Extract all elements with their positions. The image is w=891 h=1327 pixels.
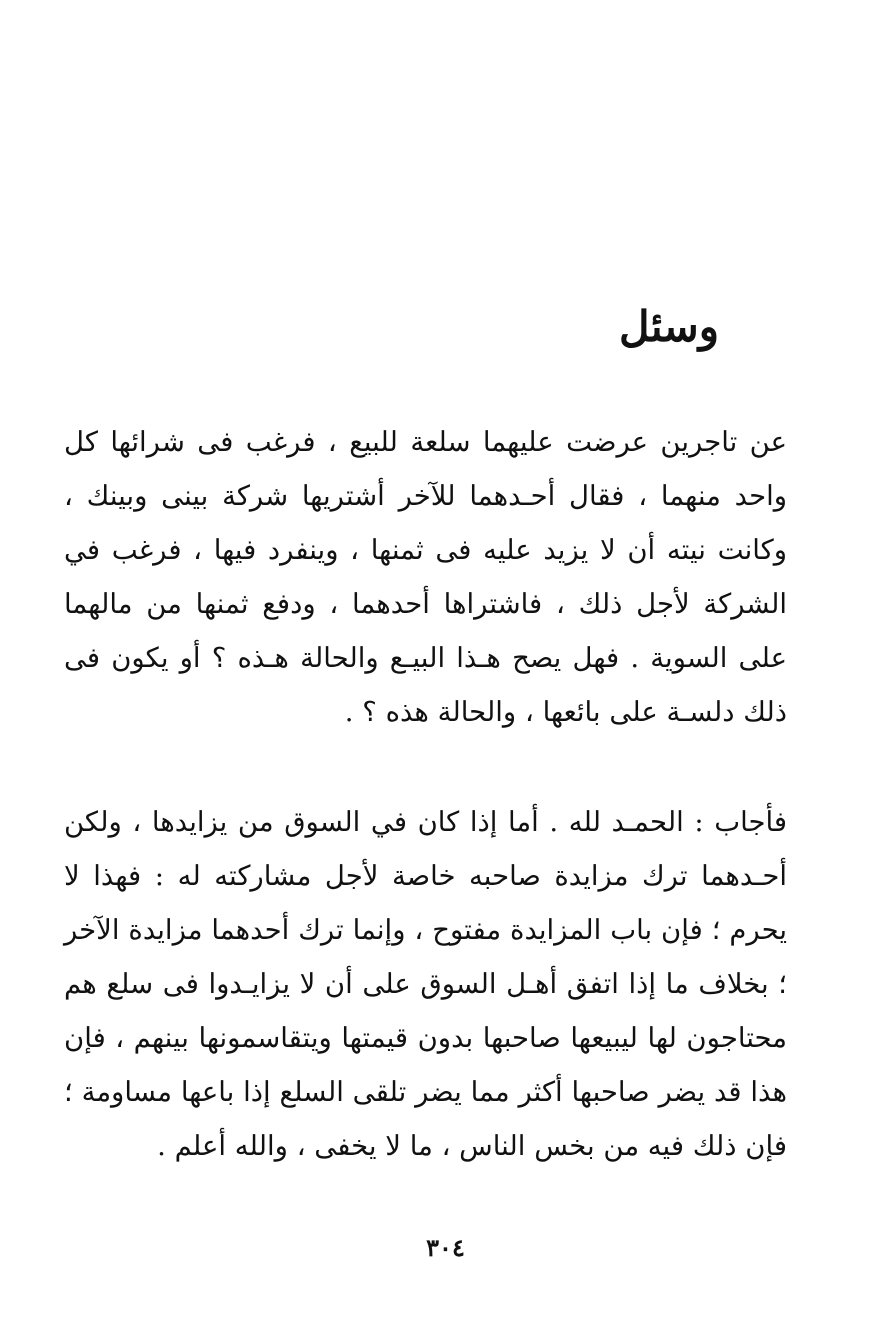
section-heading: وسئل [619,302,719,351]
answer-paragraph: فأجاب : الحمـد لله . أما إذا كان في السوق من يزايدها ، ولكن أحـدهما ترك مزايدة صاحبه خاصة لأجل مشاركته له : فهذا لا يحرم ؛ فإن باب المزايدة مفتوح ، وإنما ترك أحدهما مزايدة الآخر ؛ بخلاف ما إذا اتفق أهـل السوق على أن لا يزايـدوا فى سلع هم محتاجون لها ليبيعها صاحبها بدون قيمتها ويتقاسمونها بينهم ، فإن هذا قد يضر صاحبها أكثر مما يضر تلقى السلع إذا باعها مساومة ؛ فإن ذلك فيه من بخس الناس ، ما لا يخفى ، والله أعلم . [64,806,787,1162]
page-number: ٣٠٤ [426,1233,465,1262]
question-paragraph: عن تاجرين عرضت عليهما سلعة للبيع ، فرغب فى شرائها كل واحد منهما ، فقال أحـدهما للآخر أشتريها شركة بينى وبينك ، وكانت نيته أن لا يزيد عليه فى ثمنها ، وينفرد فيها ، فرغب في الشركة لأجل ذلك ، فاشتراها أحدهما ، ودفع ثمنها من مالهما على السوية . فهل يصح هـذا البيـع والحالة هـذه ؟ أو يكون فى ذلك دلسـة على بائعها ، والحالة هذه ؟ . [64,426,787,728]
